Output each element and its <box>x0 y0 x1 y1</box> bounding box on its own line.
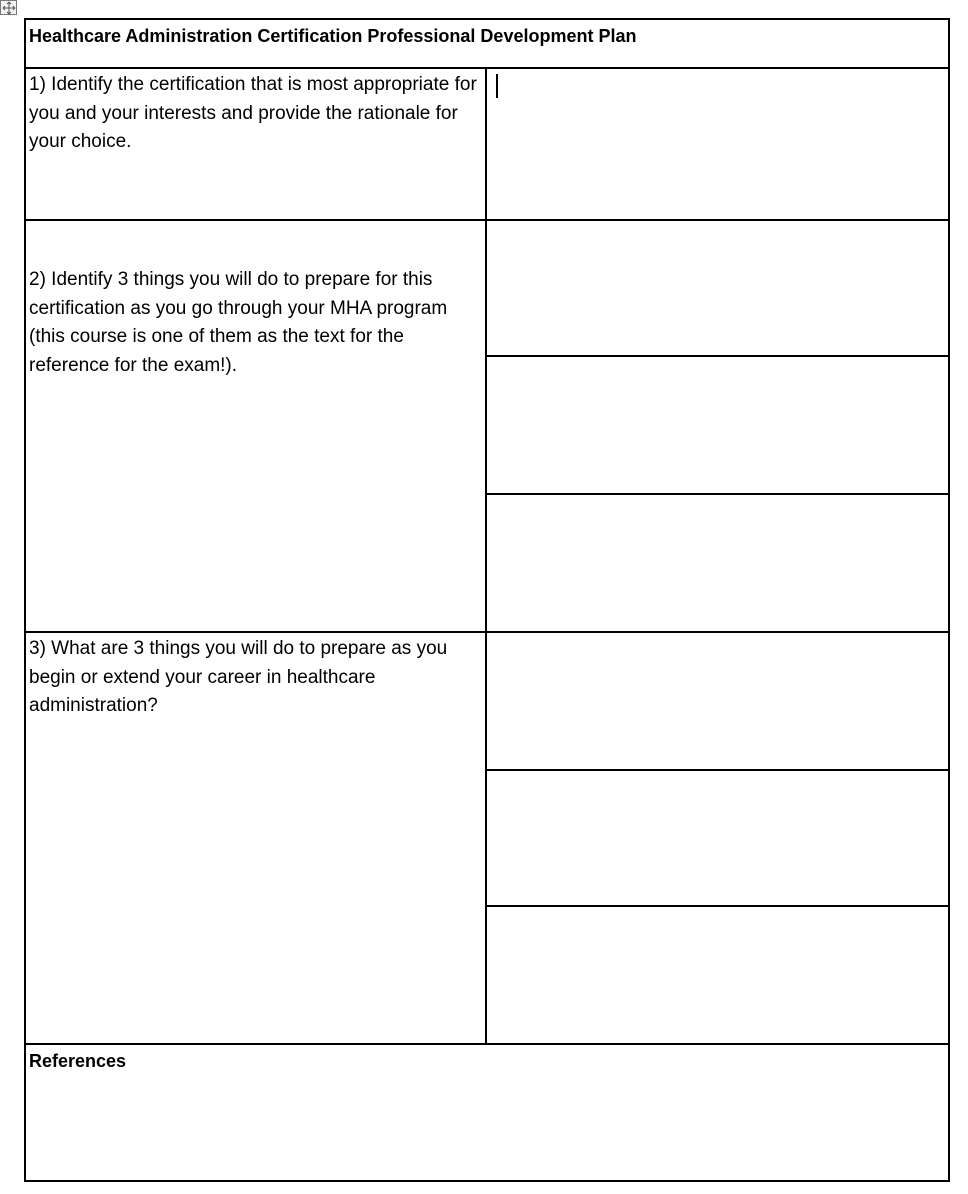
question-2-text: 2) Identify 3 things you will do to prepare for this certification as you go through your MHA program (this course is one of them as the text for the reference for the exam!). <box>29 269 448 376</box>
references-cell[interactable] <box>25 1044 949 1181</box>
question-2-answer-3-cell[interactable] <box>486 494 949 632</box>
question-2-row <box>25 220 949 356</box>
document-title: Healthcare Administration Certification Professional Development Plan <box>29 26 637 46</box>
development-plan-table <box>24 18 950 1182</box>
question-2-answer-2-cell[interactable] <box>486 356 949 494</box>
references-label: References <box>29 1051 127 1071</box>
question-1-prompt-cell <box>25 68 486 220</box>
question-1-answer-cell[interactable] <box>486 68 949 220</box>
question-3-text: 3) What are 3 things you will do to prepare as you begin or extend your career in healthcare administration? <box>29 638 448 716</box>
question-3-row <box>25 632 949 770</box>
move-arrows-icon <box>2 1 16 15</box>
question-3-answer-1-cell[interactable] <box>486 632 949 770</box>
title-row <box>25 19 949 68</box>
references-row <box>25 1044 949 1181</box>
question-2-prompt-cell <box>25 220 486 632</box>
table-move-handle[interactable] <box>0 0 17 15</box>
question-1-row <box>25 68 949 220</box>
question-3-answer-2-cell[interactable] <box>486 770 949 906</box>
question-2-answer-1-cell[interactable] <box>486 220 949 356</box>
question-3-answer-3-cell[interactable] <box>486 906 949 1044</box>
question-1-text: 1) Identify the certification that is most appropriate for you and your interests and provide the rationale for your choice. <box>29 74 477 152</box>
title-cell[interactable] <box>25 19 949 68</box>
question-3-prompt-cell <box>25 632 486 1044</box>
text-cursor <box>496 74 498 98</box>
